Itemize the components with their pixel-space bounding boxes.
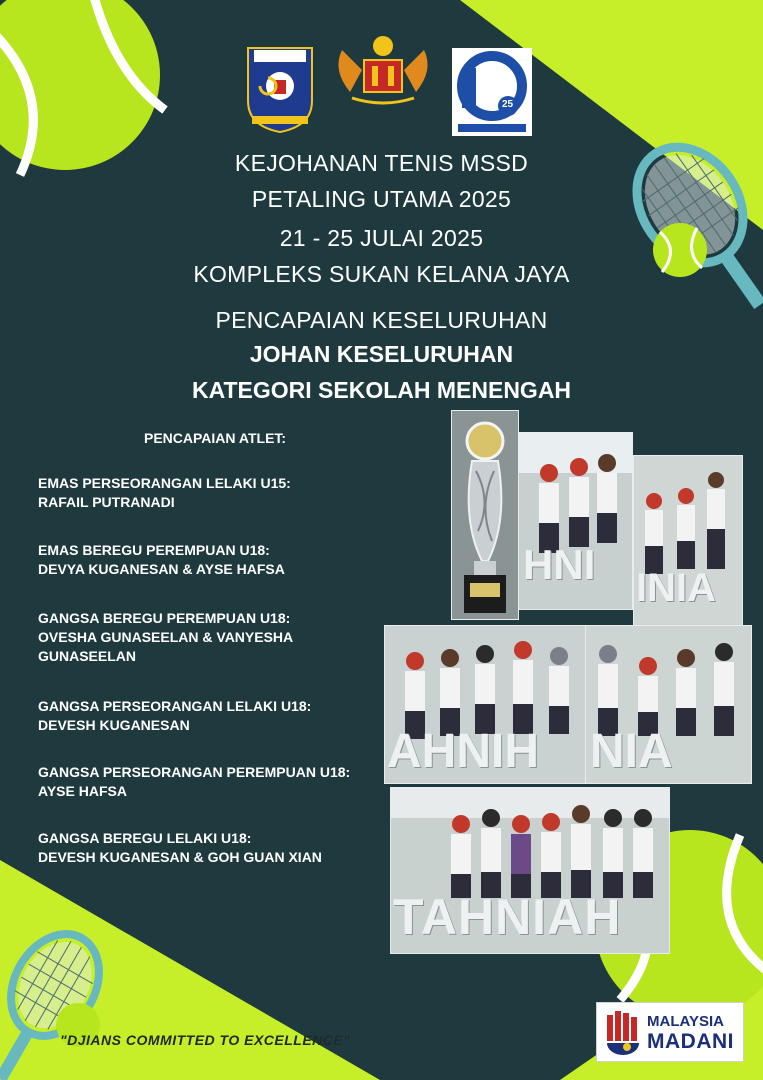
pts-2025-logo [452,48,532,136]
event-dates: 21 - 25 JULAI 2025 [279,225,484,251]
footer-slogan: "DJIANS COMMITTED TO EXCELLENCE" [60,1032,351,1048]
achievement-item [38,829,322,867]
achievement-item [38,697,311,735]
podium-photo [518,432,633,610]
achievements-title: PENCAPAIAN ATLET: [144,430,287,446]
achievement-names: DEVESH KUGANESAN & GOH GUAN XIAN [38,849,322,865]
achievement-item [38,763,350,801]
event-title: KEJOHANAN TENIS MSSD [234,150,529,176]
event-location-year: PETALING UTAMA 2025 [251,186,512,212]
achievement-item [38,541,285,579]
achievement-names: DEVESH KUGANESAN [38,717,190,733]
achievement-names: OVESHA GUNASEELAN & VANYESHA [38,629,294,645]
madani-emblem-icon [603,1009,643,1055]
malaysia-madani-logo [596,1002,744,1062]
tahniah-letters: NIA [590,725,673,778]
overall-champion: JOHAN KESELURUHAN [249,341,514,367]
selangor-crest-icon [332,30,434,110]
podium-photo [390,787,670,954]
pts-2025-logo-icon [452,48,532,136]
achievement-category: GANGSA BEREGU PEREMPUAN U18: [38,610,291,626]
achievement-category: GANGSA PERSEORANGAN LELAKI U18: [38,698,312,714]
tahniah-letters: INIA [636,566,717,610]
podium-photo [633,455,743,627]
achievement-category: EMAS PERSEORANGAN LELAKI U15: [38,475,291,491]
podium-photo [585,625,752,784]
achievement-names: DEVYA KUGANESAN & AYSE HAFSA [38,561,285,577]
tahniah-letters: HNI [523,541,596,588]
achievement-names: AYSE HAFSA [38,783,127,799]
madani-line2: MADANI [647,1030,734,1053]
achievement-item [38,609,293,666]
trophy-photo [451,410,519,620]
achievement-category: GANGSA BEREGU LELAKI U18: [38,830,252,846]
achievement-item [38,474,291,512]
achievement-category: GANGSA PERSEORANGAN PEREMPUAN U18: [38,764,351,780]
achievement-names: RAFAIL PUTRANADI [38,494,175,510]
tahniah-letters: AHNIH [387,725,540,778]
trophy-icon [452,411,518,619]
school-crest-icon [246,46,314,134]
achievement-category: EMAS BEREGU PEREMPUAN U18: [38,542,270,558]
event-venue: KOMPLEKS SUKAN KELANA JAYA [193,261,570,287]
madani-line1: MALAYSIA [647,1013,724,1030]
overall-category: KATEGORI SEKOLAH MENENGAH [191,377,572,403]
podium-photo [384,625,586,784]
program-number: 25 [502,99,514,110]
overall-subtitle: PENCAPAIAN KESELURUHAN [215,307,548,333]
tahniah-letters: TAHNIAH [393,889,622,945]
tennis-ball-icon [0,0,165,175]
achievement-names: GUNASEELAN [38,648,137,664]
